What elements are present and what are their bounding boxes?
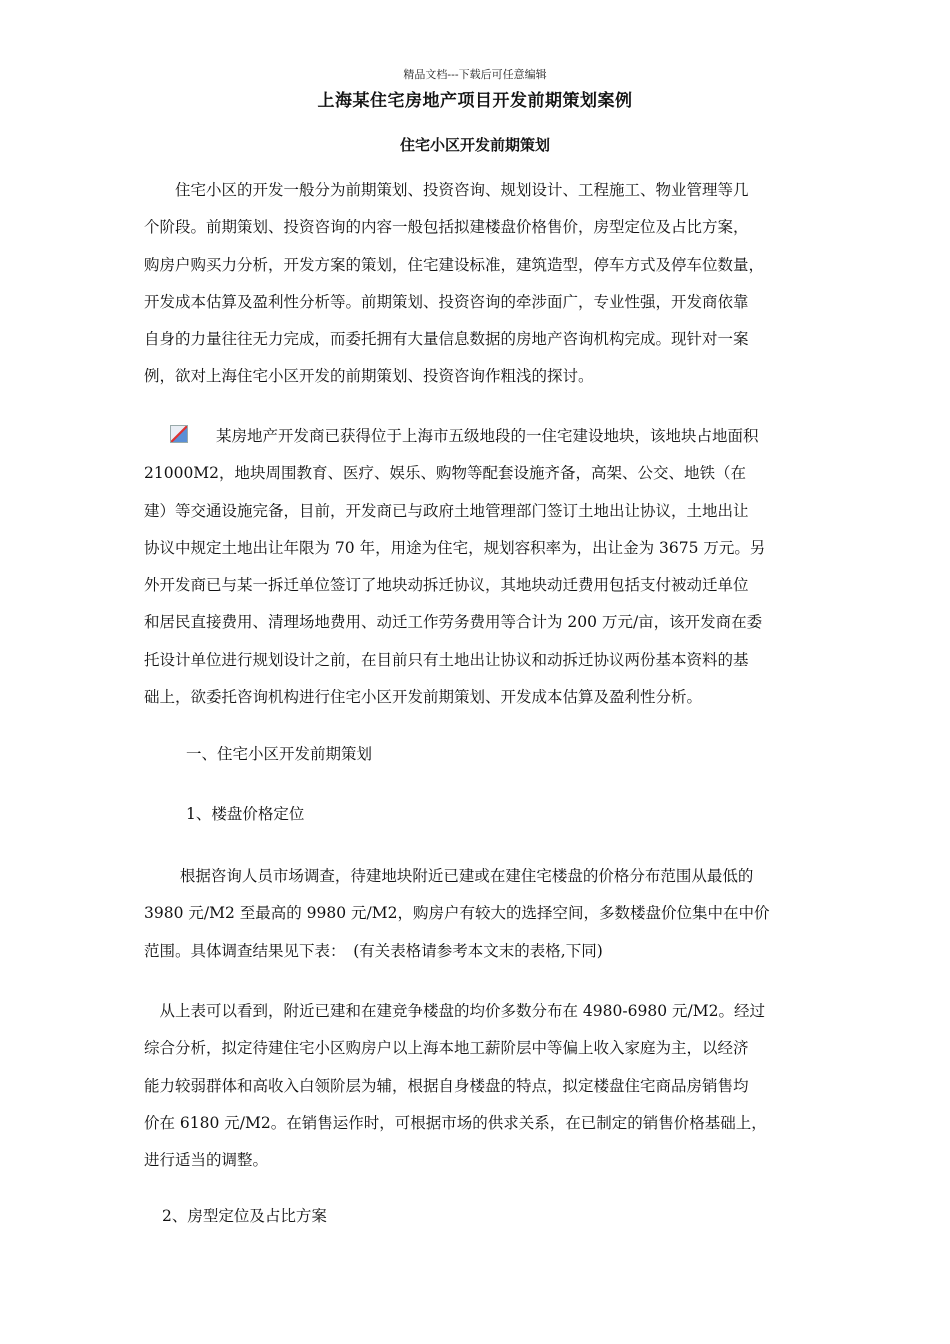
text-line: 协议中规定土地出让年限为 70 年，用途为住宅，规划容积率为，出让金为 3675 万元。另: [144, 538, 766, 557]
header-note: 精品文档---下载后可任意编辑: [403, 68, 547, 81]
section-heading-1: 一、住宅小区开发前期策划: [186, 745, 373, 763]
text-line: 外开发商已与某一拆迁单位签订了地块动拆迁协议，其地块动迁费用包括支付被动迁单位: [144, 576, 749, 595]
text-line: 和居民直接费用、清理场地费用、动迁工作劳务费用等合计为 200 万元/亩，该开发商在委: [144, 613, 763, 632]
text-line: 进行适当的调整。: [144, 1151, 269, 1170]
text-line: 价在 6180 元/M2。在销售运作时，可根据市场的供求关系，在已制定的销售价格基础上，: [144, 1113, 767, 1132]
paragraph-pricing: [144, 993, 809, 1179]
text-line: 自身的力量往往无力完成，而委托拥有大量信息数据的房地产咨询机构完成。现针对一案: [144, 330, 749, 349]
text-line: 托设计单位进行规划设计之前，在目前只有土地出让协议和动拆迁协议两份基本资料的基: [144, 650, 749, 669]
document-title: 上海某住宅房地产项目开发前期策划案例: [317, 91, 633, 111]
text-line: 范围。具体调查结果见下表： (有关表格请参考本文末的表格,下同): [144, 941, 603, 960]
text-line: 开发成本估算及盈利性分析等。前期策划、投资咨询的牵涉面广，专业性强，开发商依靠: [144, 292, 749, 311]
text-line: 从上表可以看到，附近已建和在建竞争楼盘的均价多数分布在 4980-6980 元/M2。经过: [144, 1002, 765, 1020]
text-line: 综合分析，拟定待建住宅小区购房户以上海本地工薪阶层中等偏上收入家庭为主，以经济: [144, 1039, 749, 1058]
paragraph-case: [144, 418, 809, 716]
text-line: 能力较弱群体和高收入白领阶层为辅，根据自身楼盘的特点，拟定楼盘住宅商品房销售均: [144, 1076, 749, 1095]
text-line: 础上，欲委托咨询机构进行住宅小区开发前期策划、开发成本估算及盈利性分析。: [144, 688, 703, 707]
text-line: 住宅小区的开发一般分为前期策划、投资咨询、规划设计、工程施工、物业管理等几: [144, 181, 749, 199]
text-line-first: 某房地产开发商已获得位于上海市五级地段的一住宅建设地块，该地块占地面积: [216, 427, 759, 445]
broken-image-icon: [170, 425, 188, 443]
text-line: 购房户购买力分析，开发方案的策划，住宅建设标准，建筑造型，停车方式及停车位数量，: [144, 255, 765, 274]
text-line: 例，欲对上海住宅小区开发的前期策划、投资咨询作粗浅的探讨。: [144, 367, 594, 386]
paragraph-intro: [144, 172, 809, 396]
text-line: 建）等交通设施完备，目前，开发商已与政府土地管理部门签订土地出让协议，土地出让: [144, 501, 749, 520]
paragraph-survey: [144, 858, 809, 970]
document-subtitle: 住宅小区开发前期策划: [399, 136, 550, 154]
section-heading-1-2: 2、房型定位及占比方案: [162, 1207, 327, 1225]
text-line: 3980 元/M2 至最高的 9980 元/M2，购房户有较大的选择空间，多数楼盘价位集中在中价: [144, 904, 770, 923]
text-line: 根据咨询人员市场调查，待建地块附近已建或在建住宅楼盘的价格分布范围从最低的: [144, 867, 754, 885]
text-line: 个阶段。前期策划、投资咨询的内容一般包括拟建楼盘价格售价，房型定位及占比方案，: [144, 218, 749, 237]
text-line: 21000M2，地块周围教育、医疗、娱乐、购物等配套设施齐备，高架、公交、地铁（在: [144, 464, 747, 483]
section-heading-1-1: 1、楼盘价格定位: [186, 805, 305, 823]
text-line: [144, 418, 809, 455]
